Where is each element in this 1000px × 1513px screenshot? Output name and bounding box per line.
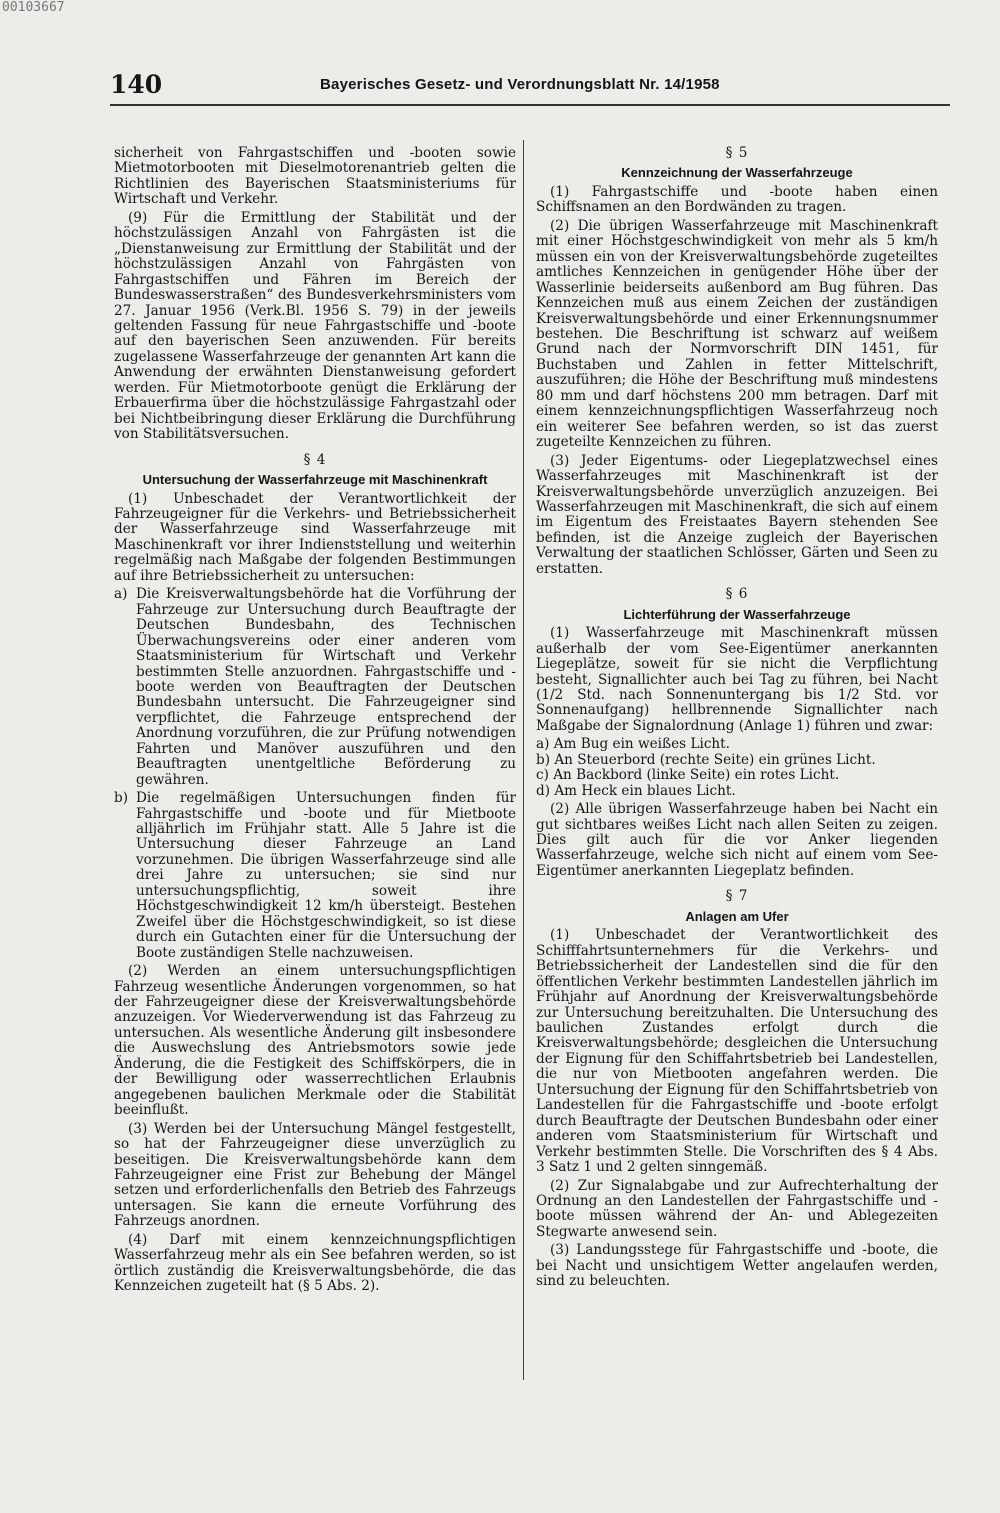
- header-rule: [110, 104, 950, 106]
- left-column: [114, 146, 516, 1298]
- section-title: Lichterführung der Wasserfahrzeuge: [623, 606, 851, 622]
- paragraph: (3) Landungsstege für Fahrgastschiffe und -boote, die bei Nacht und unsichtigem Wetter angelaufen werden, sind zu beleuchten.: [536, 1242, 938, 1290]
- list-item: b) An Steuerbord (rechte Seite) ein grünes Licht.: [536, 751, 876, 768]
- section-number: § 6: [725, 586, 749, 603]
- running-title: Bayerisches Gesetz- und Verordnungsblatt Nr. 14/1958: [320, 76, 720, 93]
- section-title: Kennzeichnung der Wasserfahrzeuge: [621, 165, 853, 181]
- section-number: § 4: [303, 451, 327, 468]
- right-column: [536, 146, 938, 1293]
- list-item: [114, 791, 516, 961]
- section-number: § 7: [725, 888, 749, 905]
- paragraph: sicherheit von Fahrgastschiffen und -booten sowie Mietmotorbooten mit Dieselmotorenantrieb gelten die Richtlinien des Bayerischen Staatsministeriums für Wirtschaft und Verkehr.: [114, 145, 516, 208]
- page-header: [110, 70, 950, 98]
- paragraph: (1) Unbeschadet der Verantwortlichkeit des Schifffahrtsunternehmers für die Verkehrs- und Betriebssicherheit der Landestellen sind die für den öffentlichen Verkehr bestimmten Landestellen jährlich im Frühjahr auf Anordnung der Kreisverwaltungsbehörde zur Untersuchung bereitzuhalten. Die Untersuchung des baulichen Zustandes erfolgt durch die Kreisverwaltungsbehörde; desgleichen die Untersuchung der Eignung für den Schiffahrtsbetrieb bei Landestellen, die nur von Mietbooten angefahren werden. Die Untersuchung der Eignung für den Schiffahrtsbetrieb von Landestellen für die Fahrgastschiffe und -boote erfolgt durch Beauftragte der Deutschen Bundesbahn oder einer anderen vom Staatsministerium für Wirtschaft und Verkehr bestimmten Stelle. Die Vorschriften des § 4 Abs. 3 Satz 1 und 2 gelten sinngemäß.: [536, 927, 938, 1176]
- column-divider: [523, 140, 524, 1380]
- list-text: Die regelmäßigen Untersuchungen finden für Fahrgastschiffe und -boote und für Mietboote alljährlich im Frühjahr statt. Alle 5 Jahre ist die Untersuchung dieser Fahrzeuge an Land vorzunehmen. Die übrigen Wasserfahrzeuge sind alle drei Jahre zu untersuchen; sie sind nur untersuchungspflichtig, soweit ihre Höchstgeschwindigkeit 12 km/h übersteigt. Bestehen Zweifel über die Höchstgeschwindigkeit, so ist diese durch ein Gutachten einer für die Untersuchung der Boote zuständigen Stelle nachzuweisen.: [136, 790, 516, 961]
- paragraph: (3) Jeder Eigentums- oder Liegeplatzwechsel eines Wasserfahrzeuges mit Maschinenkraft ist der Kreisverwaltungsbehörde unverzüglich anzuzeigen. Bei Wasserfahrzeugen mit Maschinenkraft, die sich auf einem im Eigentum des Freistaates Bayern stehenden See befinden, ist die Anzeige zugleich der Bayerischen Verwaltung der staatlichen Schlösser, Gärten und Seen zu erstatten.: [536, 452, 938, 577]
- paragraph: (2) Zur Signalabgabe und zur Aufrechterhaltung der Ordnung an den Landestellen der Fahrgastschiffe und -boote müssen während der An- und Ablegezeiten Stegwarte anwesend sein.: [536, 1177, 938, 1240]
- list-label: a): [114, 586, 128, 603]
- paragraph: (1) Wasserfahrzeuge mit Maschinenkraft müssen außerhalb der vom See-Eigentümer anerkannten Liegeplätze, soweit für sie nicht die Verpflichtung besteht, Signallichter auch bei Tag zu führen, bei Nacht (1/2 Std. nach Sonnenuntergang bis 1/2 Std. vor Sonnenaufgang) hellbrennende Signallichter nach Maßgabe der Signalordnung (Anlage 1) führen und zwar:: [536, 625, 938, 734]
- scan-mark: 00103667: [2, 0, 65, 15]
- paragraph: (2) Die übrigen Wasserfahrzeuge mit Maschinenkraft mit einer Höchstgeschwindigkeit von mehr als 5 km/h müssen ein von der Kreisverwaltungsbehörde zugeteiltes amtliches Kennzeichen in genügender Höhe über der Wasserlinie beiderseits außenbord am Bug führen. Das Kennzeichen muß aus einem Zeichen der zuständigen Kreisverwaltungsbehörde und einer Erkennungsnummer bestehen. Die Beschriftung ist schwarz auf weißem Grund nach der Normvorschrift DIN 1451, für Buchstaben und Zahlen in fetter Mittelschrift, auszuführen; die Höhe der Beschriftung muß mindestens 80 mm und darf höchstens 200 mm betragen. Darf mit einem kennzeichnungspflichtigen Wasserfahrzeug noch ein weiterer See befahren werden, so ist das zuerst zugeteilte Kennzeichen zu führen.: [536, 217, 938, 451]
- list-item: d) Am Heck ein blaues Licht.: [536, 782, 736, 799]
- section-number: § 5: [725, 145, 749, 161]
- list-text: Die Kreisverwaltungsbehörde hat die Vorführung der Fahrzeuge zur Untersuchung durch Beauftragte der Deutschen Bundesbahn, des Technischen Überwachungsvereins oder einer anderen vom Staatsministerium für Wirtschaft und Verkehr bestimmten Stelle anzuordnen. Fahrgastschiffe und -boote werden von Beauftragten der Deutschen Bundesbahn untersucht. Die Fahrzeugeigner sind verpflichtet, die Fahrzeuge entsprechend der Anordnung vorzuführen, die zur Prüfung notwendigen Fahrten und Manöver auszuführen und den Beauftragten unentgeltliche Beförderung zu gewähren.: [136, 586, 516, 788]
- section-title: Untersuchung der Wasserfahrzeuge mit Maschinenkraft: [142, 472, 488, 488]
- list-item: a) Am Bug ein weißes Licht.: [536, 736, 730, 753]
- list-label: b): [114, 790, 129, 807]
- section-title: Anlagen am Ufer: [685, 908, 789, 924]
- paragraph: (9) Für die Ermittlung der Stabilität und der höchstzulässigen Anzahl von Fahrgästen ist die „Dienstanweisung zur Ermittlung der Stabilität und der höchstzulässigen Anzahl von Fahrgästen von Fahrgastschiffen und Fähren im Bereich der Bundeswasserstraßen“ des Bundesverkehrsministers vom 27. Januar 1956 (Verk.Bl. 1956 S. 79) in der jeweils geltenden Fassung für neue Fahrgastschiffe und -boote auf den bayerischen Seen anzuwenden. Für bereits zugelassene Wasserfahrzeuge der genannten Art kann die Anwendung der erwähnten Dienstanweisung gefordert werden. Für Mietmotorboote genügt die Erklärung der Erbauerfirma über die höchstzulässige Fahrgastzahl oder bei Nichtbeibringung dieser Erklärung die Durchführung von Stabilitätsversuchen.: [114, 209, 516, 443]
- paragraph: (1) Fahrgastschiffe und -boote haben einen Schiffsnamen an den Bordwänden zu tragen.: [536, 183, 938, 216]
- list-item: c) An Backbord (linke Seite) ein rotes Licht.: [536, 767, 840, 784]
- page-number: 140: [110, 70, 163, 99]
- list-item: [114, 587, 516, 788]
- paragraph: (2) Alle übrigen Wasserfahrzeuge haben bei Nacht ein gut sichtbares weißes Licht nach allen Seiten zu zeigen. Dies gilt auch für die vor Anker liegenden Wasserfahrzeuge, welche sich nicht auf einem vom See-Eigentümer anerkannten Liegeplatz befinden.: [536, 801, 938, 879]
- paragraph: (2) Werden an einem untersuchungspflichtigen Fahrzeug wesentliche Änderungen vorgenommen, so hat der Fahrzeugeigner diese der Kreisverwaltungsbehörde anzuzeigen. Vor Wiederverwendung ist das Fahrzeug zu untersuchen. Als wesentliche Änderung gilt insbesondere die Auswechslung des Antriebsmotors sowie jede Änderung, die die Festigkeit des Schiffskörpers, die in der Bewilligung oder wasserrechtlichen Erlaubnis angegebenen baulichen Merkmale oder die Stabilität beeinflußt.: [114, 963, 516, 1119]
- paragraph: (1) Unbeschadet der Verantwortlichkeit der Fahrzeugeigner für die Verkehrs- und Betriebssicherheit der Wasserfahrzeuge sind Wasserfahrzeuge mit Maschinenkraft vor ihrer Indienststellung und weiterhin regelmäßig nach Maßgabe der folgenden Bestimmungen auf ihre Betriebssicherheit zu untersuchen:: [114, 490, 516, 584]
- paragraph: (3) Werden bei der Untersuchung Mängel festgestellt, so hat der Fahrzeugeigner diese unverzüglich zu beseitigen. Die Kreisverwaltungsbehörde kann dem Fahrzeugeigner eine Frist zur Behebung der Mängel setzen und erforderlichenfalls den Betrieb des Fahrzeugs untersagen. Sie kann die erneute Vorführung des Fahrzeugs anordnen.: [114, 1120, 516, 1230]
- paragraph: (4) Darf mit einem kennzeichnungspflichtigen Wasserfahrzeug mehr als ein See befahren werden, so ist örtlich zuständig die Kreisverwaltungsbehörde, die das Kennzeichen zugeteilt hat (§ 5 Abs. 2).: [114, 1231, 516, 1295]
